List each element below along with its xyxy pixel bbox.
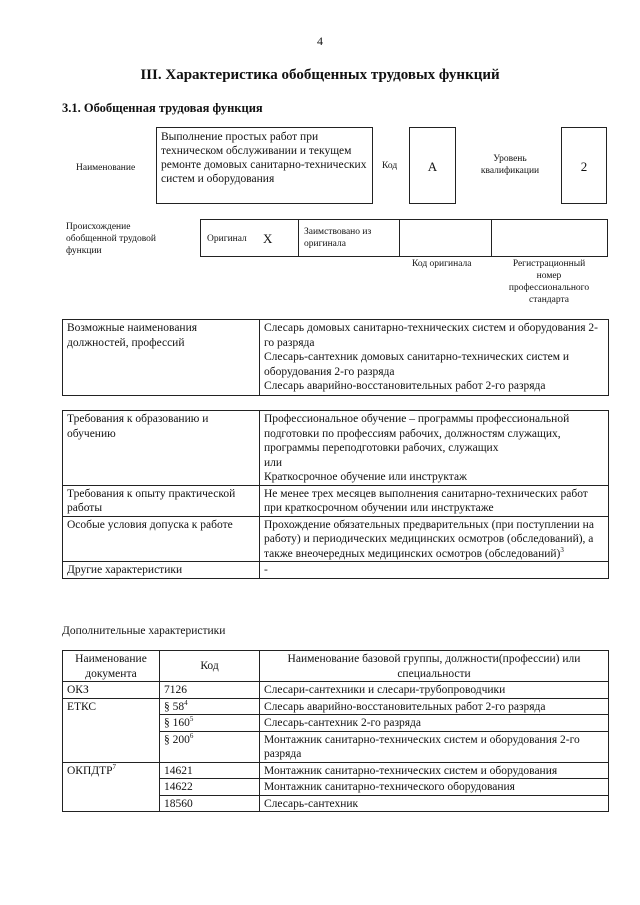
code-value: А [409,127,456,204]
borrowed-label: Заимствовано из оригинала [304,227,372,249]
table-row [63,682,609,699]
doc-cell: ЕТКС [67,700,97,713]
name-cell: Монтажник санитарно-технических систем и оборудования 2-го разряда [260,731,609,762]
name-cell: Слесарь аварийно-восстановительных работ 2-го разряда [260,698,609,715]
col-doc-header: Наименование документа [63,651,160,682]
code-cell: § 200 [164,733,190,746]
page-number: 4 [317,34,323,48]
name-value: Выполнение простых работ при техническом обслуживании и текущем ремонте домовых санитарно-технических систем и оборудования [156,127,373,204]
requirements-table [62,410,609,579]
name-label: Наименование [76,163,136,173]
name-cell: Монтажник санитарно-технических систем и оборудования [260,762,609,779]
experience-value: Не менее трех месяцев выполнения санитарно-технических работ при краткосрочном обучении или инструктаже [260,485,609,516]
col-code-header: Код [160,651,260,682]
position-line: Слесарь домовых санитарно-технических систем и оборудования 2-го разряда [264,322,598,349]
positions-table [62,319,609,396]
education-or: или [264,456,283,469]
table-row [63,762,609,779]
positions-label: Возможные наименования должностей, профессий [63,320,260,396]
doc-cell: ОКЗ [63,682,160,699]
footnote-mark: 7 [112,762,117,771]
divider [298,220,299,256]
education-value: Профессиональное обучение – программы профессиональной подготовки по профессиям рабочих, должностям служащих, программы переподготовки рабочих, служащих [264,413,570,454]
origin-label: Происхождение обобщенной трудовой функции [66,222,156,256]
divider [399,220,400,256]
other-label: Другие характеристики [63,562,260,579]
additional-table [62,650,609,812]
name-cell: Монтажник санитарно-технического оборудования [260,779,609,796]
col-name-header: Наименование базовой группы, должности(профессии) или специальности [260,651,609,682]
code-cell: 14622 [160,779,260,796]
divider [491,220,492,256]
footnote-mark: 5 [189,715,194,724]
code-cell: § 160 [164,717,190,729]
name-cell: Слесари-сантехники и слесари-трубопроводчики [260,682,609,699]
code-cell: § 58 [164,700,185,713]
footnote-mark: 6 [189,731,194,740]
subtitle: 3.1. Обобщенная трудовая функция [62,101,263,115]
table-row [63,698,609,715]
position-line: Слесарь-сантехник домовых санитарно-технических систем и оборудования 2-го разряда [264,351,570,378]
position-line: Слесарь аварийно-восстановительных работ 2-го разряда [264,380,546,392]
level-label: Уровень квалификации [480,154,540,176]
doc-cell: ОКПДТР [67,764,113,777]
level-value: 2 [561,127,607,204]
footnote-mark: 3 [560,545,564,554]
code-cell: 14621 [160,762,260,779]
admission-label: Особые условия допуска к работе [63,516,260,562]
origin-box [200,219,608,257]
other-value: - [260,562,609,579]
original-mark: Х [263,231,273,246]
name-cell: Слесарь-сантехник 2-го разряда [260,715,609,732]
code-cell: 7126 [160,682,260,699]
original-label: Оригинал [207,234,247,244]
section-title: III. Характеристика обобщенных трудовых функций [140,67,500,83]
experience-label: Требования к опыту практической работы [63,485,260,516]
additional-heading: Дополнительные характеристики [62,625,226,637]
name-cell: Слесарь-сантехник [260,795,609,812]
code-original-caption: Код оригинала [412,259,472,269]
reg-number-caption: Регистрационный номер профессионального стандарта [508,259,590,305]
code-cell: 18560 [160,795,260,812]
education-label: Требования к образованию и обучению [63,411,260,486]
code-label: Код [382,161,398,171]
education-alt: Краткосрочное обучение или инструктаж [264,471,467,483]
admission-value: Прохождение обязательных предварительных (при поступлении на работу) и периодических медицинских осмотров (обследований), а также внеочередных медицинских осмотров (обследований) [264,518,594,560]
footnote-mark: 4 [184,698,188,707]
